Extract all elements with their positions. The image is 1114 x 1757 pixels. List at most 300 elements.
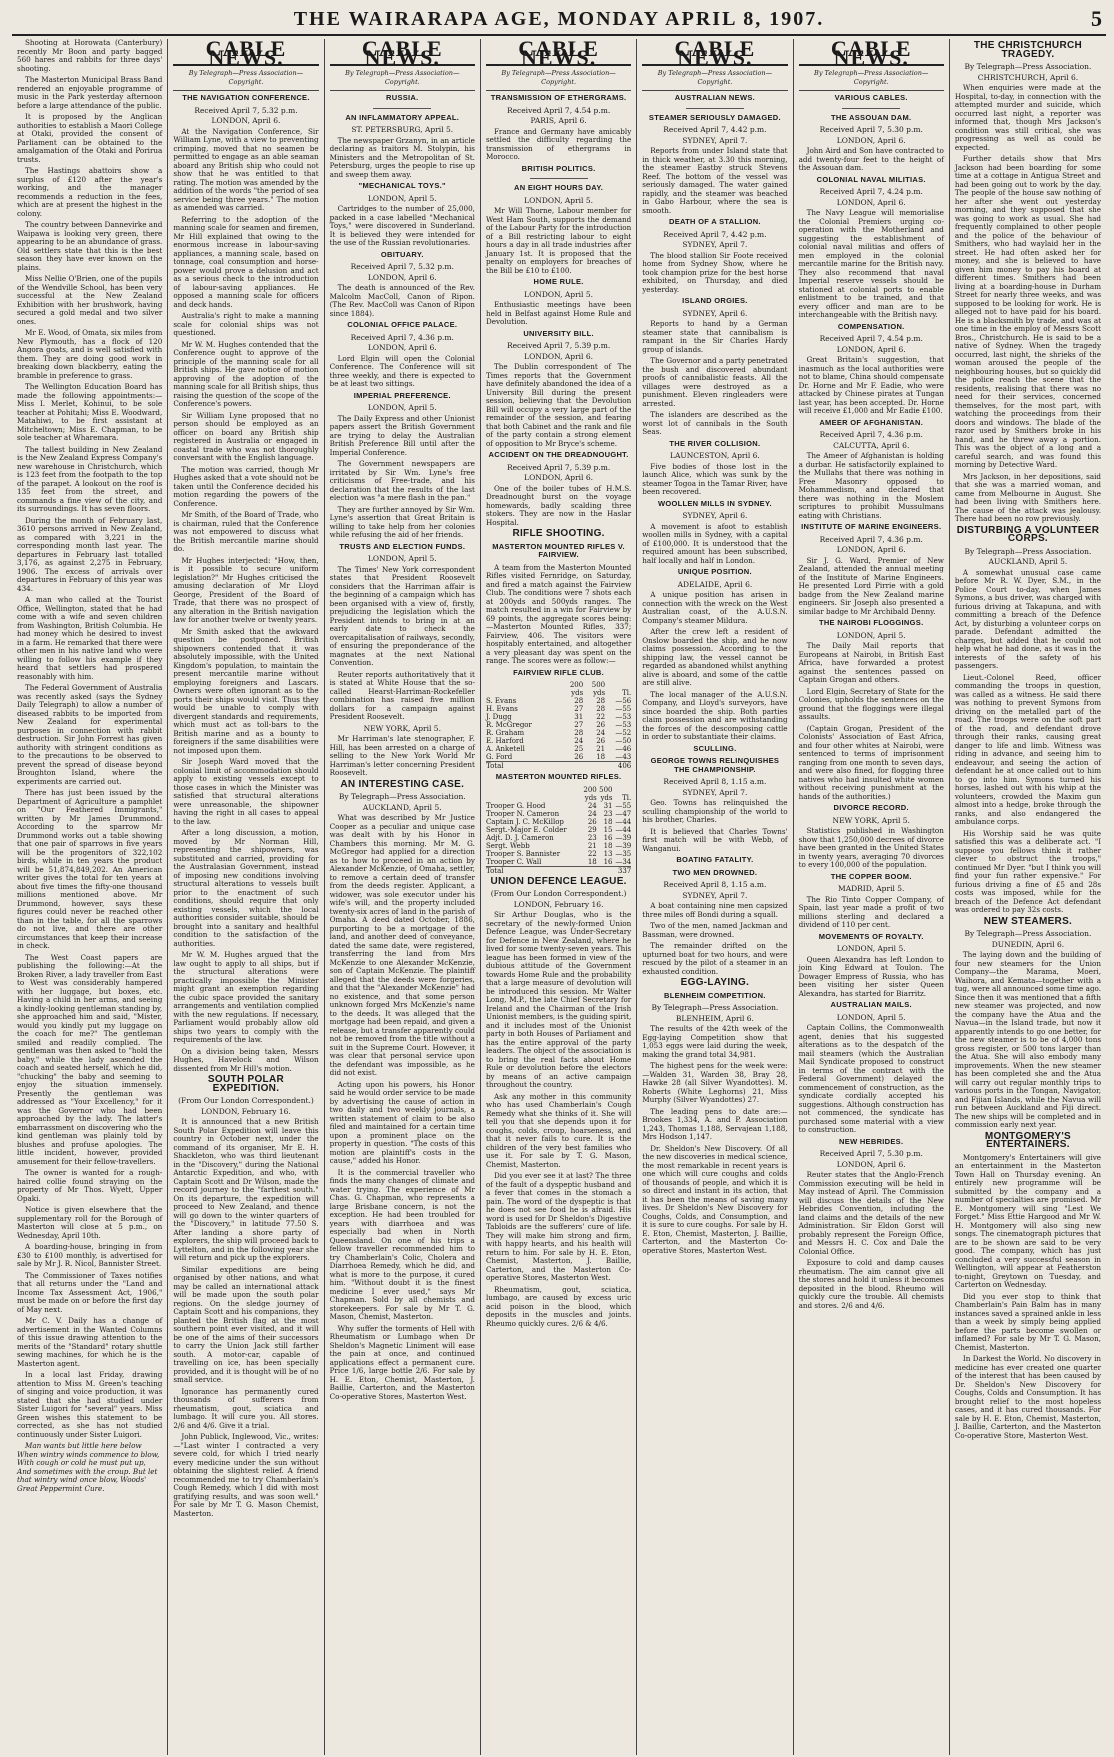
article-paragraph: Notice is given elsewhere that the supplementary roll for the Borough of Masterton will close at 5 p.m., on Wednesday, April 10th.	[17, 1205, 163, 1240]
received-line: (From Our London Correspondent.)	[490, 889, 627, 898]
table-cell: 31	[603, 801, 613, 810]
article-headline: AN INFLAMMATORY APPEAL.	[345, 112, 460, 122]
dateline: LONDON, April 6.	[367, 272, 437, 282]
table-cell	[486, 689, 561, 697]
table-row	[486, 762, 631, 771]
article-paragraph: His Worship said he was quite satisfied this was a deliberate act. "I suppose you fellows think it rather clever to obstruct the troops," continued Mr Dyer. "but I think you will find your fun rather expensive." For furious driving a fine of £5 and 28s costs was imposed, while for the breach of the Defence Act defendant was ordered to pay 32s costs.	[954, 828, 1102, 914]
article-headline: AUSTRALIAN MAILS.	[830, 1000, 912, 1009]
article-headline: UNIQUE POSITION.	[677, 567, 752, 576]
article-headline: MASTERTON MOUNTED RIFLES V. FAIRVIEW.	[492, 541, 625, 559]
table-cell: 24	[587, 801, 597, 810]
dateline: DUNEDIN, April 6.	[991, 939, 1065, 949]
article-paragraph: The Masterton Municipal Brass Band rendered an enjoyable programme of music in the Park yesterday afternoon before a large attendance of the public.	[17, 75, 163, 110]
article-paragraph: There has just been issued by the Department of Agriculture a pamphlet on "Our Feathered Immigrants," written by Mr James Drummond. According to the sparrow Mr Drummond works out a table showing that one pair of sparrows in five years will be the progenitors of 322,102 birds, while in ten years the product will be 51,874,849,202. An American writer gives the total for ten years at about five times the fifty-one thousand millions mentioned above. Mr Drummond, however, says these figures could never be reached other than in the table, for all the sparrows do not live, and there are other circumstances that keep their increase in check.	[17, 788, 163, 950]
article-paragraph: Sir William Lyne proposed that no person should be employed as an officer on board any British ship registered in Australia or engaged in coastal trade who was not thoroughly conversant with the English language.	[173, 410, 319, 462]
article-headline: BLENHEIM COMPETITION.	[664, 990, 766, 1000]
article-paragraph: At the Navigation Conference, Sir William Lyne, with a view to preventing crimping, moved that no seamen be permitted to engage as an able seaman aboard any British ship who could not show that he was entitled to that rating. The motion was amended by the addition of the words "the period of sea service being three years." The motion as amended was carried.	[173, 126, 319, 212]
dateline: LONDON, April 6.	[211, 116, 281, 125]
article-paragraph: Rheumatism, gout, sciatica, lumbago, are caused by excess uric acid poison in the blood, which deposits in the muscles and joints. Rheumo quickly cures. 2/6 & 4/6.	[485, 1284, 632, 1328]
received-line: Received April 7, 4.42 p.m.	[663, 125, 767, 134]
table-cell: 16	[603, 857, 613, 866]
table-cell: R. Graham	[485, 729, 525, 737]
table-cell: 24	[587, 809, 597, 818]
article-paragraph: The Daily Mail reports that Europeans at Nairobi, in British East Africa, have forwarded a protest against the sentences passed on Captain Grogan and others.	[798, 641, 944, 684]
table-cell: 22	[596, 713, 606, 721]
table-cell: —56	[615, 697, 632, 705]
column-3	[325, 39, 481, 1755]
article-paragraph: Lord Elgin, Secretary of State for the Colonies, upholds the sentences on the ground that the floggings were illegal assaults.	[798, 686, 944, 721]
divider	[373, 108, 431, 109]
dateline: BLENHEIM, April 6.	[675, 1013, 754, 1023]
received-line: Received April 7, 4.36 p.m.	[819, 534, 923, 544]
column-5-body	[642, 94, 787, 1255]
article-paragraph: Sir Joseph Ward moved that the colonial limit of accommodation should apply to existing vessels except to those cases in which the Minister was satisfied that structural alterations were unreasonable, the shipowner having the right in all cases to appeal to the law.	[173, 757, 319, 826]
table-cell: Sergt.-Major E. Colder	[485, 825, 567, 834]
article-paragraph: Captain Collins, the Commonwealth agent, denies that his suggested alterations as to the despatch of the mail steamers (which the Australian Mail Syndicate proposed to construct in terms of the contract with the Federal Government) delayed the commencement of construction, as the syndicate cordially accepted his suggestions. Although construction has not commenced, the syndicate has purchased some material with a view to construction.	[798, 1023, 944, 1134]
cable-news-header: CABLE NEWS.	[330, 39, 475, 66]
received-line: By Telegraph—Press Association.	[338, 792, 466, 801]
divider	[842, 108, 900, 109]
table-cell	[613, 786, 632, 794]
article-headline: BRITISH POLITICS.	[521, 163, 596, 173]
article-headline: TRUSTS AND ELECTION FUNDS.	[339, 541, 466, 551]
article-paragraph: Mr E. Wood, of Omata, six miles from New Plymouth, has a flock of 120 Angora goats, and is well satisfied with them. They are doing good work in breaking down blackberry, eating the bramble in preference to grass.	[17, 328, 163, 380]
table-cell: 13	[603, 849, 613, 858]
table-cell: 16	[603, 833, 613, 842]
article-headline: TRANSMISSION OF ETHERGRAMS.	[490, 93, 627, 102]
article-paragraph: After the crew left a resident of Onslow boarded the ship, and he now claims possession. According to the shipping law, the vessel cannot be regarded as abandoned whilst anything alive is aboard, and some of the cattle are still alive.	[642, 627, 788, 687]
article-headline: AMEER OF AFGHANISTAN.	[819, 417, 924, 427]
column-2	[168, 39, 324, 1755]
table-cell	[561, 762, 583, 771]
article-headline: MONTGOMERY'S ENTERTAINERS.	[984, 1130, 1072, 1150]
table-cell: E. Harford	[485, 737, 524, 745]
article-paragraph: It is proposed by the Anglican authorities to establish a Maori College at Otaki, provided the consent of Parliament can be obtained to the amalgamation of the Otaki and Porirua trusts.	[17, 112, 163, 164]
dateline: NEW YORK, April 5.	[832, 815, 910, 825]
byline: By Telegraph—Press Association—Copyright.	[486, 69, 631, 91]
received-line: Received April 7, 5.32 p.m.	[350, 262, 454, 271]
article-headline: BOATING FATALITY.	[676, 855, 754, 864]
article-headline: NEW HEBRIDES.	[839, 1136, 904, 1146]
table-cell: 18	[596, 753, 606, 761]
table-cell: Trooper S. Bannister	[485, 849, 561, 858]
article-paragraph: Five bodies of those lost in the launch Alice, which was sunk by the steamer Togoa in the Tamar River, have been recovered.	[642, 461, 788, 496]
received-line: Received April 8, 1.15 a.m.	[663, 880, 767, 889]
dateline: LONDON, April 6.	[836, 1159, 906, 1169]
table-row	[486, 794, 631, 802]
table-cell: 22	[587, 849, 597, 858]
article-paragraph: Mr Smith, of the Board of Trade, who is chairman, ruled that the Conference was not empowered to discuss what the British mercantile marine should do.	[173, 510, 319, 553]
article-paragraph: Enthusiastic meetings have been held in Belfast against Home Rule and Devolution.	[485, 300, 632, 326]
article-paragraph: Sir J. G. Ward, Premier of New Zealand, attended the annual meeting of the Institute of Marine Engineers. He presented Lord Pirrie with a gold badge from the New Zealand marine engineers. Sir Joseph also presented a similar badge to Mr Archibald Denny.	[798, 555, 944, 616]
page-number: 5	[1091, 6, 1102, 31]
article-paragraph: The Rio Tinto Copper Company, of Spain, last year made a profit of two millions sterling and declared a dividend of 110 per cent.	[798, 894, 944, 929]
table-row	[486, 866, 631, 875]
table-cell: 26	[596, 737, 606, 745]
table-row	[486, 858, 631, 867]
received-line: Received April 7, 5.39 p.m.	[506, 341, 611, 350]
cable-news-header: CABLE NEWS.	[799, 39, 944, 66]
table-row	[486, 826, 631, 834]
column-5	[637, 39, 793, 1755]
dateline: LONDON, April 6.	[836, 197, 906, 207]
table-cell: —35	[615, 849, 632, 858]
article-paragraph: Did you ever stop to think that Chamberlain's Pain Balm has in many instances saved a sprained ankle in less than a week by simply being applied before the parts become swollen or inflamed? For sale by Mr T. G. Mason, Chemist, Masterton.	[954, 1291, 1102, 1352]
dateline: LONDON, April 6.	[524, 351, 594, 361]
article-paragraph: What was described by Mr Justice Cooper as a peculiar and unique case was dealt with by his Honor in Chambers this morning. Mr M. G. McGregor had applied for a direction as to how to proceed in an action by Alexander McKenzie, of Omaha, settler, to remove a certain deed of transfer from the deeds register. Applicant, a widower, was sole executor under his wife's will, and the property included twenty-six acres of land in the parish of Omaha. A deed dated October, 1886, purporting to be a mortgage of the land, and another deed of conveyance, dated the same date, were registered, transferring the land from Mrs McKenzie to one Alexander McKenzie, son of Captain McKenzie. The plaintiff alleged that the deeds were forgeries, and that the "Alexander McKenzie" had no existence, and that some person unknown forged Mrs McKenzie's name to the deeds. It was alleged that the mortgage had been repaid, and given a release, but a transfer apparently could not be removed from the title without a suit in the Supreme Court. However, it was clear that personal service upon the defendant was impossible, as he did not exist.	[329, 813, 475, 1077]
article-paragraph: A boarding-house, bringing in from £30 to £100 monthly, is advertised for sale by Mr J. R. Nicol, Bannister Street.	[17, 1242, 163, 1268]
article-paragraph: The laying down and the building of four new steamers for the Union Company—the Marama, Moeri, Waihora, and Kemata—together with a tug, were all announced some time ago. Since then it was mentioned that a fifth new steamer was projected, and now the company have the Atua and the Navua—in the Island trade, but now it apparently intends to go one better, for the new steamer is to be of 4,000 tons gross register, or 500 tons larger than the Atua. She will also embody many improvements. When the new steamer has been completed she and the Atua will carry out regular monthly trips to various ports in the Tongan, Navigator, and Fijian Islands, while the Navua will run between Auckland and Fiji direct. The new ships will be completed and in commission early next year.	[954, 950, 1102, 1129]
article-paragraph: The Ameer of Afghanistan is holding a durbar. He satisfactorily explained to the Mullahs that there was nothing in Free Masonry opposed to Mohammedism, and declared that there was nothing in the Moslem scriptures to prohibit Mussulmans eating with Christians.	[798, 451, 944, 520]
received-line: Received April 7, 4.36 p.m.	[819, 430, 923, 439]
table-cell: yds	[593, 689, 606, 697]
table-cell: yds	[571, 689, 584, 697]
article-paragraph: Geo. Towns has relinquished the sculling championship of the world to his brother, Charles.	[642, 798, 788, 824]
dateline: MADRID, April 5.	[838, 884, 905, 893]
cable-news-header: CABLE NEWS.	[486, 39, 631, 66]
article-paragraph: The West Coast papers are publishing the following:—At the Broken River, a lady traveller from East to West was considerably hampered with her luggage, but boxes, etc. Having a child in her arms, and seeing a kindly-looking gentleman standing by, she approached him and said, "Mister, would you kindly put my luggage on the coach for me?" The gentleman smiled and readily complied. The gentleman was then asked to "hold the baby," while the lady ascended the coach and seated herself, which he did, "chucking" the baby and seeming to enjoy the situation immensely. Presently the gentleman was addressed as "Your Excellency," for it was the Governor who had been approached by the lady. The latter's embarrassment on discovering who the kind gentleman was plainly told by blushes and profuse apologies. The little incident, however, provided amusement for their fellow-travellers.	[17, 952, 163, 1166]
article-paragraph: Miss Nellie O'Brien, one of the pupils of the Wendville School, has been very successful at the New Zealand Exhibition with her brushwork, having secured a gold medal and two silver ones.	[17, 274, 163, 326]
table-cell: 28	[596, 705, 606, 713]
received-line: By Telegraph—Press Association.	[651, 1003, 779, 1012]
score-table	[486, 681, 631, 770]
article-headline: NEW STEAMERS.	[983, 915, 1073, 927]
article-paragraph: Ignorance has permanently cured thousands of sufferers from rheumatism, gout, sciatica and lumbago. It will cure you. All stores. 2/6 and 4/6. Give it a trial.	[173, 1386, 319, 1430]
article-paragraph: The Navy League will memorialise the Colonial Premiers urging co-operation with the Motherland and suggesting the establishment of colonial naval militias and offers of men employed in the colonial mercantile marine for the British navy. They also recommend that naval Imperial reserve vessels should be stationed at colonial ports to enable enlistment to be trained, and that every officer and man are to be interchangeable with the British navy.	[798, 208, 944, 319]
article-paragraph: The highest pens for the week were:—Walden 31, Warden 38, Bray 28, Hawke 28 (all Silver Wyandottes). M. Roberts (White Leghorns) 21, Miss Murphy (Silver Wyandottes) 27.	[642, 1061, 788, 1104]
verse-advertisement: Man wants but little here below When wintry winds commence to blow, With cough or cold he must put up, And sometimes with the croup. But let that wintry wind once blow, Woods' Great Peppermint Cure.	[17, 1441, 160, 1493]
article-paragraph: Referring to the adoption of the manning scale for seamen and firemen, Mr Hill explained that owing to the enormous increase in labour-saving appliances, a manning scale, based on tonnage, coal consumption and horse-power would prove a delusion and act as a serious check to the introduction of labour-saving appliances. He opposed a manning scale for officers and deck hands.	[173, 214, 319, 309]
article-headline: VARIOUS CABLES.	[834, 93, 908, 102]
article-paragraph: Australia's right to make a manning scale for colonial ships was not questioned.	[173, 311, 319, 337]
article-paragraph: The motion was carried, though Mr Hughes asked that a vote should not be taken until the Conference decided his motion regarding the powers of the Conference.	[173, 464, 319, 508]
article-headline: RUSSIA.	[386, 93, 419, 102]
table-cell: —39	[615, 841, 632, 850]
article-paragraph: Reports to hand by a German steamer state that cannibalism is rampant in the Sir Charles Hardy group of islands.	[642, 319, 788, 354]
article-headline: COLONIAL OFFICE PALACE.	[347, 320, 458, 329]
table-cell: 27	[574, 705, 584, 713]
table-cell: —44	[615, 825, 632, 834]
dateline: PARIS, April 6.	[530, 116, 587, 125]
article-paragraph: They are further annoyed by Sir Wm. Lyne's assertion that Great Britain is willing to take help from her colonies while refusing the aid of her friends.	[329, 504, 475, 539]
dateline: SYDNEY, April 7.	[682, 890, 748, 900]
dateline: SYDNEY, April 7.	[682, 240, 748, 249]
article-paragraph: A unique position has arisen in connection with the wreck on the West Australian coast, of the A.U.S.N. Company's steamer Mildura.	[642, 590, 788, 625]
article-paragraph: Mr W. M. Hughes argued that the law ought to apply to all ships, but if the structural alterations were practically impossible the Minister might grant an exemption regarding the cubic space provided the sanitary arrangements and ventilation complied with the new regulations. If necessary, Parliament would probably allow old ships two years to comply with the requirements of the law.	[173, 950, 319, 1044]
dateline: ADELAIDE, April 6.	[677, 579, 753, 589]
table-row	[486, 729, 631, 737]
table-cell: 21	[596, 745, 606, 753]
table-row	[486, 786, 631, 794]
cable-news-header: CABLE NEWS.	[173, 39, 318, 66]
article-paragraph: The Times' New York correspondent states that President Roosevelt considers that the Harriman affair is the beginning of a campaign which has been organised with a view of, firstly, prejudicing the legislation which the President intends to bring in at an early date to check the overcapitalisation of railways, secondly, of ensuring the preponderance of the magnates at the next National Convention.	[329, 564, 475, 667]
table-cell: 27	[574, 721, 584, 729]
article-paragraph: Shooting at Horowata (Canterbury) recently Mr Boon and party bagged 560 hares and rabbits for three days' shooting.	[17, 39, 163, 73]
dateline: SYDNEY, April 6.	[682, 511, 748, 520]
table-cell: Tl.	[622, 793, 632, 802]
table-cell	[605, 681, 631, 689]
table-cell: 337	[613, 866, 632, 875]
columns	[12, 39, 1106, 1755]
received-line: Received April 7, 4.36 p.m.	[350, 332, 454, 342]
article-paragraph: It is believed that Charles Towns' first match will be with Webb, of Wanganui.	[642, 826, 788, 853]
article-paragraph: The newspaper Grzanyn, in an article declaring as traitors M. Stolypin, his Ministers and the Metropolitan of St. Petersburg, urges the people to rise up and sweep them away.	[329, 135, 475, 179]
table-cell: —55	[615, 705, 632, 713]
table-cell: 500	[599, 785, 613, 794]
dateline: LONDON, April 6.	[524, 473, 594, 482]
table-cell: 23	[603, 809, 613, 818]
table-cell: 28	[596, 697, 606, 705]
table-cell: G. Ford	[485, 753, 513, 761]
received-line: Received April 7, 4.54 p.m.	[819, 334, 923, 343]
table-cell	[486, 681, 561, 689]
table-cell	[583, 762, 605, 771]
article-paragraph: Cartridges to the number of 25,000, packed in a case labelled "Mechanical Toys," were discovered in Sunderland. It is believed they were intended for the use of the Russian revolutionaries.	[329, 204, 475, 247]
article-paragraph: The Hastings abattoirs show a surplus of £120 after the year's working, and the manager recommends a reduction in the fees, which are at present the highest in the colony.	[17, 166, 163, 218]
table-cell: S. Evans	[485, 697, 517, 705]
table-cell	[597, 866, 613, 875]
article-paragraph: In Darkest the World. No discovery in medicine has ever created one quarter of the interest that has been caused by Dr. Sheldon's New Discovery for Coughs, Colds and Consumption. It has brought relief to the most hopeless cases, and it has cured thousands. For sale by H. E. Eton, Chemist, Masterton, J. Baillie, Carterton, and the Masterton Co-operative Store, Masterton West.	[954, 1354, 1102, 1440]
article-paragraph: A movement is afoot to establish woollen mills in Sydney, with a capital of £100,000. It is understood that the required amount has been subscribed, half locally and half in London.	[642, 521, 788, 565]
article-headline: EGG-LAYING.	[680, 977, 750, 988]
article-paragraph: Why suffer the torments of Hell with Rheumatism or Lumbago when Dr Sheldon's Magnetic Liniment will ease the pain at once, and continued applications effect a permanent cure. Price 1/6, large bottle 2/6. For sale by H. E. Eton, Chemist, Masterton, J. Baillie, Carterton, and the Masterton Co-operative Stores, Masterton West.	[329, 1323, 475, 1401]
table-cell: 23	[587, 833, 597, 842]
article-paragraph: John Aird and Son have contracted to add twenty-four feet to the height of the Assouan dam.	[798, 146, 944, 172]
table-row	[486, 810, 631, 818]
article-paragraph: The remainder drifted on the upturned boat for two hours, and were rescued by the pilot of a steamer in an exhausted condition.	[642, 941, 788, 976]
table-row	[486, 842, 631, 850]
dateline: SYDNEY, April 6.	[682, 308, 748, 318]
article-paragraph: The islanders are described as the worst lot of cannibals in the South Seas.	[642, 410, 788, 436]
article-paragraph: Similar expeditions are being organised by other nations, and what may be called an international attack will be made upon the south polar regions. On the sledge journey of Captain Scott and his companions, they planted the British flag at the most southern point ever visited, and it will be one of the aims of their successors to carry the Union Jack still farther south. A motor-car, capable of travelling on ice, has been specially provided, and it is thought will be of no small service.	[173, 1264, 319, 1384]
table-cell: 24	[574, 737, 584, 745]
article-paragraph: Ask any mother in this community who has used Chamberlain's Cough Remedy what she thinks of it. She will tell you that she depends upon it for coughs, colds, croup, hoarseness, and that it never fails to cure. It is the children of the very best families who use it. For sale by T. G. Mason, Chemist, Masterton.	[485, 1091, 632, 1169]
table-row	[486, 753, 631, 762]
table-row	[486, 697, 631, 705]
article-paragraph: Mr Smith asked that the awkward question be postponed. British shipowners contended that it was absolutely impossible, with the United Kingdom's population, to maintain the present mercantile marine without employing foreigners and Lascars. Owners were often ignorant as to the ports their ships would visit. Thus they would be unable to comply with divergent standards and requirements, which must act as toll-bars to the British marine and as a bounty to foreigners if the same disabilities were not imposed upon them.	[173, 626, 319, 755]
divider	[530, 178, 588, 179]
dateline: CHRISTCHURCH, April 6.	[977, 72, 1079, 82]
masthead	[12, 4, 1106, 36]
table-cell: yds	[600, 793, 613, 802]
received-line: Received April 7, 4.42 p.m.	[663, 229, 767, 239]
received-line: By Telegraph—Press Association.	[964, 929, 1092, 938]
received-line: Received April 7, 4.54 p.m.	[506, 105, 611, 115]
dateline: LAUNCESTON, April 6.	[670, 451, 760, 460]
article-headline: COLONIAL NAVAL MILITIAS.	[816, 174, 926, 184]
table-cell: 200	[583, 785, 597, 794]
table-cell: 18	[587, 857, 597, 866]
table-cell: —50	[615, 737, 632, 745]
table-row	[486, 802, 631, 810]
article-paragraph: The Governor and a party penetrated the bush and discovered abundant proofs of cannibalistic feasts. All the villages were destroyed as a punishment. Eleven ringleaders were arrested.	[642, 356, 788, 408]
table-cell: A. Anketell	[485, 745, 525, 753]
dateline: SYDNEY, April 7.	[682, 787, 748, 797]
table-cell: 18	[603, 817, 613, 826]
table-cell: 28	[574, 697, 584, 705]
table-cell: J. Dugg	[485, 713, 512, 721]
article-paragraph: Exposure to cold and damp causes rheumatism. The aim cannot give all the stores and hold it unless it becomes deposited in the blood. Rheumo will quickly cure the trouble. All chemists and stores. 2/6 and 4/6.	[798, 1258, 944, 1310]
table-cell: Tl.	[622, 689, 632, 697]
article-headline: IMPERIAL PREFERENCE.	[353, 390, 451, 400]
table-cell: Total	[486, 866, 581, 875]
article-paragraph: One of the boiler tubes of H.M.S. Dreadnought burst on the voyage homewards, badly scalding three stokers. They are now in the Haslar Hospital.	[485, 483, 632, 527]
table-cell: Trooper N. Cameron	[485, 809, 560, 818]
dateline: LONDON, April 5.	[367, 554, 437, 563]
article-paragraph: Mr C. V. Daily has a change of advertisement in the Wanted Columns of this issue drawing attention to the merits of the "Standard" rotary shuttle sewing machines, for which he is the Masterton agent.	[17, 1316, 163, 1368]
article-headline: MASTERTON MOUNTED RIFLES.	[495, 772, 622, 781]
table-cell: 24	[596, 729, 606, 737]
article-headline: COMPENSATION.	[837, 321, 905, 331]
article-paragraph: Mr W. M. Hughes contended that the Conference ought to approve of the principle of the manning scale for all British ships. He gave notice of motion approving of the adoption of the manning scale for all British ships, thus raising the question of the scope of the Conference's powers.	[173, 339, 319, 408]
byline: By Telegraph—Press Association—Copyright.	[799, 69, 944, 91]
table-row	[486, 737, 631, 745]
table-cell: 406	[605, 762, 631, 771]
article-headline: SOUTH POLAR EXPEDITION.	[207, 1074, 285, 1094]
table-cell: 29	[587, 825, 597, 834]
article-paragraph: France and Germany have amicably settled the difficulty regarding the transmission of ethergrams in Morocco.	[485, 126, 632, 161]
table-row	[486, 850, 631, 858]
divider	[686, 108, 744, 109]
article-headline: DEATH OF A STALLION.	[668, 217, 761, 226]
table-row	[486, 681, 631, 689]
article-paragraph: Mr Hughes interjected: "How, then, is it possible to secure uniform legislation?" Mr Hughes criticised the amusing declaration of Mr Lloyd George, President of the Board of Trade, that there was no prospect of any alteration in the British navigation law for another twelve or twenty years.	[173, 555, 319, 624]
article-paragraph: Mrs Jackson, in her depositions, said that she was a married woman, and came from Melbourne in August. She had been living with Smithers here. The cause of the attack was jealousy. There had been no row previously.	[954, 471, 1102, 523]
dateline: AUCKLAND, April 5.	[362, 802, 442, 812]
article-paragraph: The country between Dannevirke and Waipawa is looking very green, there appearing to be an abundance of grass. Old settlers state that this is the best season they have ever known on the plains.	[17, 220, 163, 272]
article-paragraph: The owner is wanted for a rough-haired collie found straying on the property of Mr Thos. Wyett, Upper Opaki.	[17, 1168, 163, 1203]
article-headline: THE NAIROBI FLOGGINGS.	[818, 618, 924, 627]
byline: By Telegraph—Press Association—Copyright.	[330, 69, 475, 91]
article-paragraph: Montgomery's Entertainers will give an entertainment in the Masterton Town Hall on Thursday evening. An entirely new programme will be submitted by the company and a number of specialties are promised. Mr E. Montgomery will sing "Lest We Forget." Miss Ettie Hargood and Mr W. H. Montgomery will also sing new songs. The cinematograph pictures that are to be shown are said to be very good. The company, which has just concluded a very successful season in Wellington, will appear at Featherston to-night, Greytown on Tuesday, and Carterton on Wednesday.	[954, 1152, 1102, 1289]
article-paragraph: Lieut.-Colonel Reed, officer commanding the troops in question, was called as a witness. He said there was nothing to prevent Symons from driving on the metalled part of the road. The troops were on the soft part of the road, and defendant drove through their ranks, causing great danger to life and limb. Witness was riding in advance, and seeing him to endeavour, and seeing the action of defendant he at once called out to him to go into him. Symons turned his horses, lashed out with his whip at the volunteers, crowded the Maxim gun almost into a hedge, broke through the ranks, and also endangered the ambulance corps.	[954, 672, 1102, 826]
article-headline: AN INTERESTING CASE.	[340, 778, 465, 790]
table-cell: —55	[615, 801, 632, 810]
article-paragraph: It is announced that a new British South Polar Expedition will leave this country in October next, under the command of its organiser, Mr E. H. Shackleton, who was third lieutenant in the "Discovery," during the National Antarctic Expedition, and who, with Captain Scott and Dr Wilson, made the record journey to the "farthest south." On its departure, the expedition will proceed to New Zealand, and thence will go down to the winter quarters of the "Discovery," in latitude 77.50 S. After landing a shore party of explorers, the ship will proceed back to Lyttelton, and in the following year she will return and pick up the explorers.	[173, 1117, 319, 1262]
dateline: AUCKLAND, April 5.	[988, 557, 1068, 566]
article-headline: HOME RULE.	[533, 277, 584, 286]
received-line: Received April 8, 1.15 a.m.	[663, 777, 767, 786]
article-paragraph: Reuter reports authoritatively that it is stated at White House that the so-called Hearst-Harriman-Rockefeller combination has raised five million dollars for a campaign against President Roosevelt.	[329, 669, 475, 721]
byline: By Telegraph—Press Association—Copyright.	[642, 69, 787, 91]
article-headline: UNION DEFENCE LEAGUE.	[490, 875, 627, 887]
article-headline: TWO MEN DROWNED.	[672, 867, 758, 877]
dateline: NEW YORK, April 5.	[363, 723, 441, 733]
table-cell: —53	[615, 713, 632, 721]
article-headline: THE COPPER BOOM.	[830, 871, 912, 881]
article-paragraph: A man who called at the Tourist Office, Wellington, stated that he had come with a wife and seven children from Washington, British Columbia. He had money which he desired to invest in a farm. He remarked that there were other men in his native land who were willing to follow his example if they heard that settlers had prospered reasonably with him.	[17, 595, 163, 681]
table-cell: —47	[615, 809, 632, 818]
table-row	[486, 834, 631, 842]
table-cell: 25	[574, 745, 584, 753]
article-paragraph: (Captain Grogan, President of the Colonists' Association of East Africa, and four other whites at Nairobi, were sentenced to terms of imprisonment ranging from one month to seven days, and were also fined, for flogging three natives who had insulted white women without receiving punishment at the hands of the authorities.)	[798, 723, 944, 801]
received-line: By Telegraph—Press Association.	[964, 62, 1092, 71]
column-3-body	[330, 94, 475, 1401]
article-paragraph: On a division being taken, Messrs Hughes, Havelock and Wilson dissented from Mr Hill's motion.	[173, 1046, 319, 1073]
article-paragraph: It is the commercial traveller who finds the many changes of climate and water trying. The experience of Mr Chas. G. Chapman, who represents a large Brisbane concern, is not the exception. He had been troubled for years with diarrhoea and was especially bad when in North Queensland. On one of his trips a fellow traveller recommended him to try Chamberlain's Colic, Cholera and Diarrhoea Remedy, which he did, and what is more to the purpose, it cured him. "Without doubt it is the finest medicine I ever used," says Mr Chapman. Sold by all chemists and storekeepers. For sale by Mr T. G. Mason, Chemist, Masterton.	[329, 1167, 475, 1321]
dateline: LONDON, April 6.	[836, 545, 906, 554]
column-6-body	[799, 94, 944, 1310]
article-paragraph: Statistics published in Washington show that 1,250,000 decrees of divorce have been granted in the United States in twenty years, averaging 70 divorces to every 100,000 of the population.	[798, 826, 944, 869]
article-headline: GEORGE TOWNS RELINQUISHES THE CHAMPIONSHIP.	[650, 756, 780, 774]
dateline: LONDON, April 6.	[367, 343, 437, 352]
article-paragraph: The tallest building in New Zealand is the New Zealand Express Company's new warehouse in Christchurch, which is 123 feet from the footpath to the top of the parapet. A lookout on the roof is 135 feet from the street, and commands a fine view of the city, and its surroundings. It has seven floors.	[17, 444, 163, 513]
column-4	[481, 39, 637, 1755]
received-line: Received April 7, 4.24 p.m.	[819, 187, 923, 196]
article-headline: OBITUARY.	[380, 249, 424, 259]
article-headline: THE RIVER COLLISION.	[669, 438, 761, 448]
table-cell: 26	[596, 721, 606, 729]
article-paragraph: A somewhat unusual case came before Mr R. W. Dyer, S.M., in the Police Court to-day, when James Symons, a bus driver, was charged with furious driving at Takapuna, and with committing a breach of the Defence Act, by disturbing a volunteer corps on parade. Defendant admitted the charges, but added that he could not help what he had done, as it was in the interests of the safety of his passengers.	[954, 567, 1102, 670]
table-cell: 200	[569, 681, 584, 689]
article-paragraph: The Government newspapers are irritated by Sir Wm. Lyne's free criticisms of Free-trade, and his declaration that the results of the last election was "a mere flash in the pan."	[329, 459, 475, 502]
article-paragraph: The Federal Government of Australia was recently asked (says the Sydney Daily Telegraph) to allow a number of diseased rabbits to be imported from New Zealand for experimental purposes in connection with rabbit destruction. Sir John Forrest has given authority with stringent conditions as to the precautions to be observed to prevent the spread of disease beyond Broughton Island, where the experiments are carried out.	[17, 683, 163, 786]
table-cell	[581, 866, 597, 875]
article-paragraph: The leading pens to date are:—Brookes 1,334, A. and P. Association 1,243, Thomas 1,188, Servajean 1,188, Mrs Hodson 1,147.	[642, 1106, 788, 1141]
article-paragraph: A team from the Masterton Mounted Rifles visited Fernridge, on Saturday, and fired a match against the Fairview Club. The conditions were 7 shots each at 200yds and 500yds ranges. The match resulted in a win for Fairview by 69 points, the aggregate scores being:—Masterton Mounted Rifles, 337; Fairview, 406. The visitors were hospitably entertained, and altogether a very pleasant day was spent on the range. The scores were as follow:—	[485, 562, 632, 665]
table-cell: —43	[615, 753, 632, 761]
table-cell: —46	[615, 745, 632, 753]
table-cell: Adjt. D. J. Cameron	[485, 833, 554, 842]
article-paragraph: Acting upon his powers, his Honor said he would order service to be made by advertising the cause of action in two daily and two weekly journals, a written statement of claim to be also filed and maintained for a certain time upon a prominent place on the property in question. "The costs of this motion are plaintiff's costs in the cause," added his Honor.	[329, 1079, 475, 1165]
dateline: LONDON, April 5.	[524, 195, 594, 205]
article-paragraph: During the month of February last, 3610 persons arrived in New Zealand, as compared with 3,221 in the corresponding month last year. The departures in February last totalled 3,176, as against 2,275 in February, 1906. The excess of arrivals over departures in February of this year was 434.	[17, 515, 163, 593]
article-paragraph: Mr Will Thorne, Labour member for West Ham South, supports the demand of the Labour Party for the introduction of a Bill restricting labour to eight hours a day in all trade industries after January 1st. It is proposed that the penalty on employers for breaches of the Bill be £10 to £100.	[485, 206, 632, 275]
column-4-body	[486, 94, 631, 1328]
article-paragraph: Queen Alexandra has left London to join King Edward at Toulon. The Dowager Empress of Russia, who has been visiting her sister Queen Alexandra, has started for Biarritz.	[798, 954, 944, 998]
table-cell: R. McGregor	[485, 721, 532, 729]
table-cell: —52	[615, 729, 632, 737]
table-cell: —44	[615, 817, 632, 826]
column-2-body	[173, 94, 318, 1518]
article-paragraph: After a long discussion, a motion, moved by Mr Norman Hill, representing the shipowners, was substituted and carried, providing for the Australasian Government, instead of imposing new conditions involving structural alterations to vessels built prior to the enactment of such conditions, should require that only existing vessels, which the local authorities consider suitable, should be brought into a sanitary and healthful condition to the satisfaction of the authorities.	[173, 828, 319, 948]
table-row	[486, 689, 631, 697]
table-cell: Trooper C. Wall	[485, 857, 542, 866]
article-headline: DISTURBING A VOLUNTEER CORPS.	[956, 524, 1100, 544]
table-cell: yds	[584, 793, 597, 802]
article-paragraph: Great Britain's suggestion, that inasmuch as the local authorities were not to blame, China should compensate Dr. Horne and Mr F. Eadie, who were attacked by Chinese pirates at Tungan last year, has been accepted. Dr. Horne will receive £1,000 and Mr Eadie £100.	[798, 355, 944, 415]
table-cell: 15	[603, 825, 613, 834]
article-paragraph: Mr Harriman's late stenographer, F. Hill, has been arrested on a charge of selling to the New York World Mr Harriman's letter concerning President Roosevelt.	[329, 734, 475, 777]
table-cell: 26	[574, 753, 584, 761]
article-headline: ISLAND ORGIES.	[682, 296, 748, 305]
article-paragraph: Sir Arthur Douglas, who is the secretary of the newly-formed Union Defence League, was Under-Secretary for Defence in New Zealand, where he lived for some twenty-seven years. This league has been formed in view of the dubious attitude of the Government towards Home Rule and the probability that a large measure of devolution will be introduced this session. Mr Walter Long, M.P., the late Chief Secretary for Ireland and the Chairman of the Irish Unionist members, is the guiding spirit, and it includes most of the Unionist party in both Houses of Parliament and has the entire approval of the party leaders. The object of the association is to bring the real facts about Home Rule or devolution before the electors by means of an active campaign throughout the country.	[485, 910, 632, 1089]
table-row	[486, 721, 631, 729]
article-headline: SCULLING.	[693, 743, 737, 753]
table-row	[486, 818, 631, 826]
dateline: LONDON, April 5.	[836, 1012, 906, 1022]
article-paragraph: The results of the 42th week of the Egg-laying Competition show that 1,053 eggs were laid during the week, making the grand total 34,981.	[642, 1024, 788, 1059]
cable-news-header: CABLE NEWS.	[642, 39, 787, 66]
article-paragraph: Reuter states that the Anglo-French Commission executing will be held in May instead of April. The Commission will discuss the details of the New Hebrides Convention, including the land claims and the details of the new Administration. Sir Eldon Gorst will probably represent the Foreign Office, and Messrs H. C. Cox and Dale the Colonial Office.	[798, 1170, 944, 1256]
received-line: Received April 7, 5.30 p.m.	[819, 1149, 923, 1158]
table-cell: 18	[603, 841, 613, 850]
table-cell: —34	[615, 857, 632, 866]
dateline: LONDON, February 16.	[513, 899, 604, 909]
dateline: LONDON, February 16.	[201, 1106, 291, 1116]
article-paragraph: Further details show that Mrs Jackson had been boarding for some time at a cottage in Antigua Street and had been going out to work by the day. The people of the house saw nothing of her after she went out yesterday morning, and they supposed that she was going to work as usual. She had frequently complained to other people and the police of the behaviour of Smithers, who had waylaid her in the street. He had often asked her for money, and she is believed to have given him money to pay his board at different times. Smithers had been living at a boarding-house in Durham Street for nearly three weeks, and was supposed to be looking for work. He is alleged not to have paid for his board. He is a blacksmith by trade, and was at one time in the employ of Messrs Scott Bros., Christchurch. He is said to be a native of Sydney. When the tragedy occurred, last night, the shrieks of the woman aroused the people of the neighbouring houses, but so quickly did the police reach the scene that the residents, realising that there was no need for their services, concerned themselves, for the most part, with watching the proceedings from their doors and windows. The blade of the razor used by Smithers broke in his hand, and he threw away a portion. This was the object of a long and a careful search, and was found this morning by Detective Ward.	[954, 154, 1102, 469]
table-cell: Total	[486, 762, 561, 771]
table-cell: 31	[574, 713, 584, 721]
dateline: SYDNEY, April 7.	[682, 135, 748, 145]
received-line: Received April 7, 5.30 p.m.	[819, 125, 923, 134]
dateline: CALCUTTA, April 6.	[833, 440, 910, 450]
column-7	[950, 39, 1106, 1755]
article-paragraph: In a local last Friday, drawing attention to Miss M. Green's teaching of singing and voice production, it was stated that she had studied under Sister Luigori for "several" years. Miss Green wishes this statement to be corrected, as she has not studied continuously under Sister Luigori.	[17, 1370, 163, 1439]
byline: By Telegraph—Press Association—Copyright.	[173, 69, 318, 91]
received-line: Received April 7, 5.39 p.m.	[506, 462, 611, 472]
table-cell: 21	[587, 841, 597, 850]
